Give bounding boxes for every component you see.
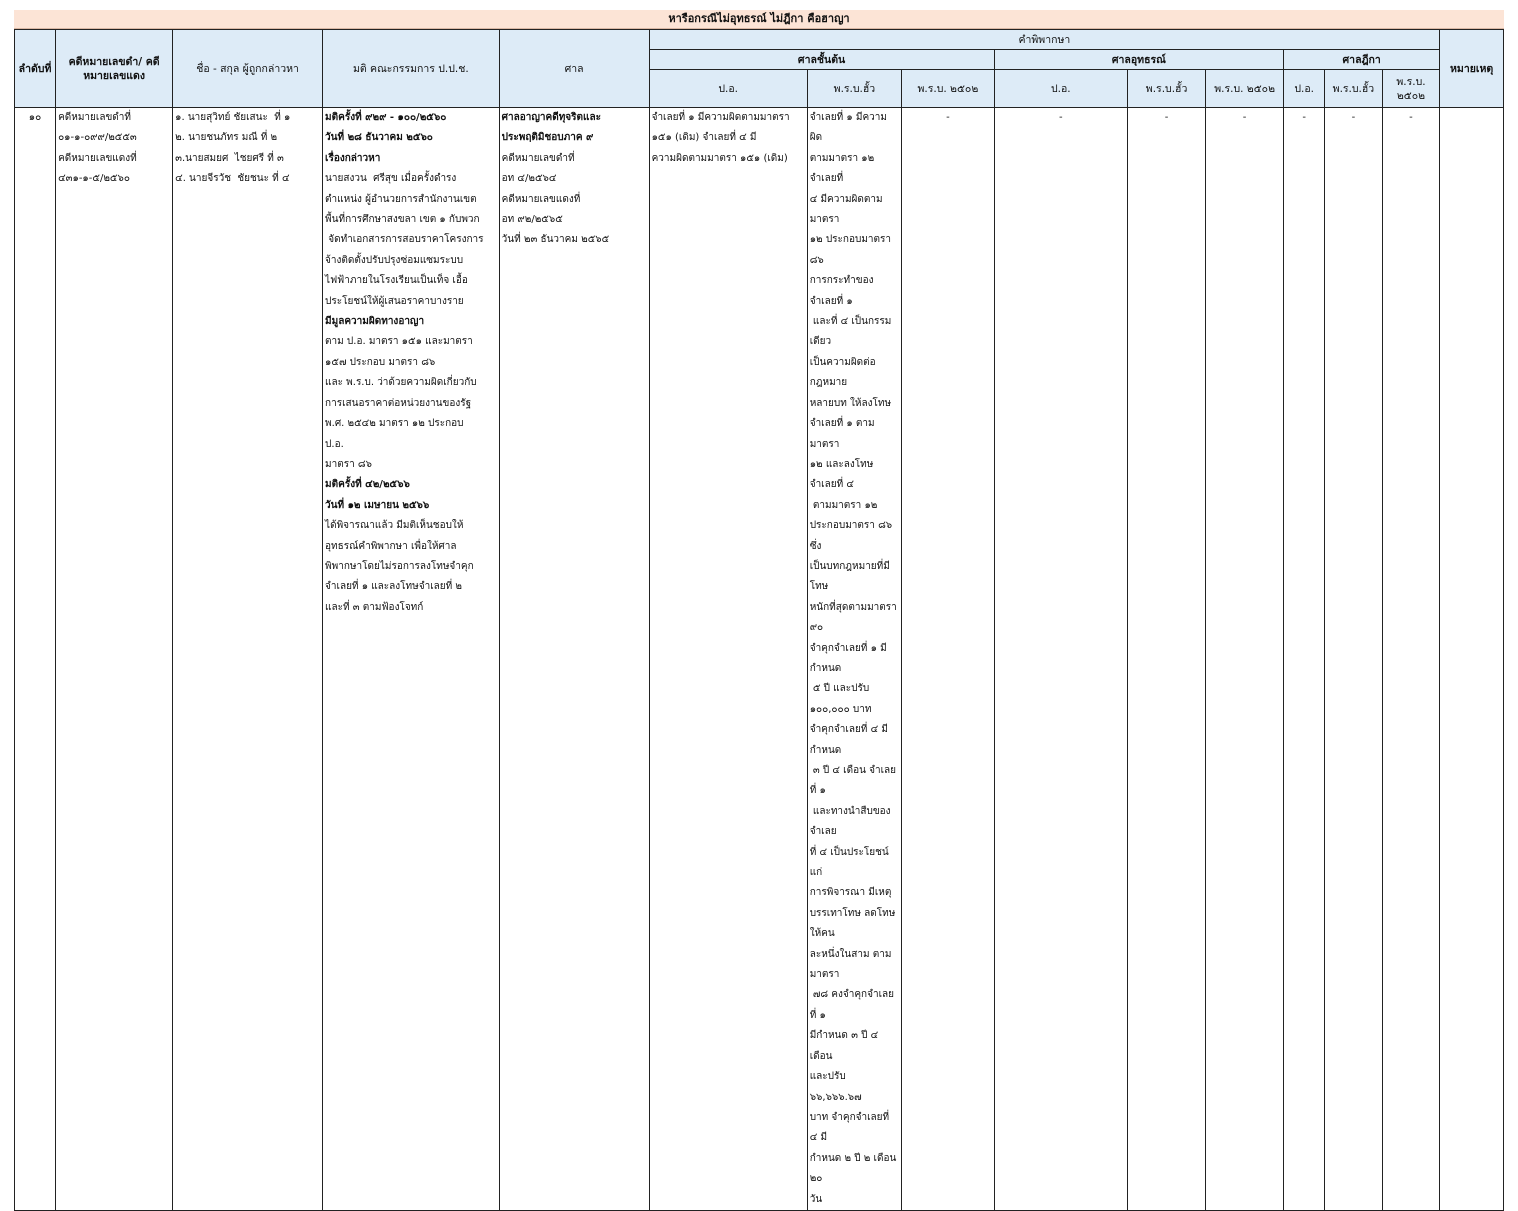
header-resolution: มติ คณะกรรมการ ป.ป.ช. bbox=[323, 30, 500, 108]
prb-hua-line: เป็นความผิดต่อกฎหมาย bbox=[809, 356, 876, 389]
header-supreme-po: ป.อ. bbox=[1284, 70, 1325, 108]
resolution-line: จ้างติดตั้งปรับปรุงซ่อมแซมระบบ bbox=[325, 254, 464, 266]
prb-hua-line: ตามมาตรา ๑๒ จำเลยที่ bbox=[809, 152, 878, 185]
header-appeal-prb-hua: พ.ร.บ.ฮั้ว bbox=[1128, 70, 1206, 108]
prb-hua-line: หนักที่สุดตามมาตรา ๙๐ bbox=[809, 601, 900, 634]
cell-supreme-prb-2502: - bbox=[1382, 108, 1440, 1211]
po-line: ความผิดตามมาตรา ๑๕๑ (เดิม) bbox=[651, 152, 788, 164]
resolution-line: ประโยชน์ให้ผู้เสนอราคาบางราย bbox=[325, 295, 464, 307]
resolution-line: จัดทำเอกสารการสอบราคาโครงการ bbox=[325, 234, 484, 246]
po-line: ๑๕๑ (เดิม) จำเลยที่ ๔ มี bbox=[651, 132, 757, 144]
resolution-line: มติครั้งที่ ๙๒๙ - ๑๐๐/๒๕๖๐ bbox=[325, 112, 447, 123]
header-case-numbers: คดีหมายเลขดำ/ คดีหมายเลขแดง bbox=[56, 30, 173, 108]
court-line: วันที่ ๒๓ ธันวาคม ๒๕๖๕ bbox=[501, 234, 610, 246]
resolution-line: จำเลยที่ ๑ และลงโทษจำเลยที่ ๒ bbox=[325, 581, 462, 593]
po-line: จำเลยที่ ๑ มีความผิดตามมาตรา bbox=[651, 112, 790, 123]
header-appeal-court: ศาลอุทธรณ์ bbox=[994, 50, 1284, 70]
resolution-line: และที่ ๓ ตามฟ้องโจทก์ bbox=[325, 601, 424, 613]
header-appeal-prb-2502: พ.ร.บ. ๒๕๐๒ bbox=[1206, 70, 1284, 108]
prb-hua-line: จำคุกจำเลยที่ ๔ มีกำหนด bbox=[809, 724, 888, 756]
resolution-line: เรื่องกล่าวหา bbox=[325, 152, 381, 164]
cell-remark bbox=[1440, 108, 1504, 1211]
cell-first-po bbox=[649, 108, 807, 1211]
sheet-banner: หารือกรณีไม่อุทธรณ์ ไม่ฎีกา คือฮาญา bbox=[14, 10, 1504, 29]
resolution-line: มาตรา ๘๖ bbox=[325, 458, 372, 470]
prb-hua-line: ๑๐๐,๐๐๐ บาท bbox=[809, 703, 872, 715]
header-first-court: ศาลชั้นต้น bbox=[649, 50, 994, 70]
cell-appeal-prb-2502: - bbox=[1206, 108, 1284, 1211]
cell-supreme-prb-hua: - bbox=[1325, 108, 1383, 1211]
resolution-line: นายสงวน ศรีสุข เมื่อครั้งดำรง bbox=[325, 173, 457, 185]
prb-hua-line: หลายบท ให้ลงโทษ bbox=[809, 397, 892, 409]
resolution-line: พิพากษาโดยไม่รอการลงโทษจำคุก bbox=[325, 560, 474, 572]
prb-hua-line: ที่ ๔ เป็นประโยชน์แก่ bbox=[809, 846, 889, 879]
court-line: ศาลอาญาคดีทุจริตและ bbox=[501, 112, 601, 123]
prb-hua-line: จำคุกจำเลยที่ ๑ มีกำหนด bbox=[809, 642, 887, 674]
resolution-line: ๑๕๗ ประกอบ มาตรา ๘๖ bbox=[325, 356, 436, 368]
prb-hua-line: ๗๘ คงจำคุกจำเลยที่ ๑ bbox=[809, 989, 894, 1021]
resolution-line: ไฟฟ้าภายในโรงเรียนเป็นเท็จ เอื้อ bbox=[325, 275, 468, 287]
resolution-line: ได้พิจารณาแล้ว มีมติเห็นชอบให้ bbox=[325, 520, 464, 532]
cell-names bbox=[173, 108, 323, 1211]
prb-hua-line: การพิจารณา มีเหตุ bbox=[809, 887, 892, 899]
prb-hua-line: ประกอบมาตรา ๘๖ ซึ่ง bbox=[809, 520, 896, 552]
header-name: ชื่อ - สกุล ผู้ถูกกล่าวหา bbox=[173, 30, 323, 108]
cell-case-numbers bbox=[56, 108, 173, 1211]
case-line: คดีหมายเลขแดงที่ bbox=[58, 152, 137, 164]
header-appeal-po: ป.อ. bbox=[994, 70, 1127, 108]
cell-appeal-prb-hua: - bbox=[1128, 108, 1206, 1211]
court-line: อท ๔/๒๕๖๔ bbox=[501, 173, 557, 185]
prb-hua-line: ๔ มีความผิดตามมาตรา bbox=[809, 193, 883, 226]
header-first-prb-hua: พ.ร.บ.ฮั้ว bbox=[807, 70, 901, 108]
cell-first-prb-2502: - bbox=[902, 108, 994, 1211]
prb-hua-line: การกระทำของจำเลยที่ ๑ bbox=[809, 275, 874, 307]
court-line: คดีหมายเลขดำที่ bbox=[501, 152, 575, 164]
prb-hua-line: บาท จำคุกจำเลยที่ ๔ มี bbox=[809, 1111, 893, 1144]
header-supreme-prb-2502: พ.ร.บ. ๒๕๐๒ bbox=[1382, 70, 1440, 108]
resolution-line: พื้นที่การศึกษาสงขลา เขต ๑ กับพวก bbox=[325, 214, 480, 226]
cell-appeal-po: - bbox=[994, 108, 1127, 1211]
resolution-line: มีมูลความผิดทางอาญา bbox=[325, 316, 425, 328]
prb-hua-line: ๓ ปี ๔ เดือน จำเลยที่ ๑ bbox=[809, 765, 896, 797]
header-first-po: ป.อ. bbox=[649, 70, 807, 108]
prb-hua-line: และทางนำสืบของจำเลย bbox=[809, 805, 891, 838]
resolution-line: วันที่ ๒๘ ธันวาคม ๒๕๖๐ bbox=[325, 132, 433, 144]
resolution-line: และ พ.ร.บ. ว่าด้วยความผิดเกี่ยวกับ bbox=[325, 377, 477, 389]
table-row bbox=[15, 108, 1504, 1211]
resolution-line: การเสนอราคาต่อหน่วยงานของรัฐ bbox=[325, 397, 472, 409]
prb-hua-line: กำหนด ๒ ปี ๒ เดือน ๒๐ bbox=[809, 1152, 900, 1185]
header-remark: หมายเหตุ bbox=[1440, 30, 1504, 108]
prb-hua-line: ละหนึ่งในสาม ตามมาตรา bbox=[809, 948, 892, 981]
resolution-line: ป.อ. bbox=[325, 438, 344, 450]
resolution-line: ตาม ป.อ. มาตรา ๑๕๑ และมาตรา bbox=[325, 336, 473, 348]
accused-line: ๔. นายจีรวัช ชัยชนะ ที่ ๔ bbox=[175, 173, 290, 185]
resolution-line: วันที่ ๑๒ เมษายน ๒๕๖๖ bbox=[325, 499, 430, 511]
case-line: ๐๑-๑-๐๙๙/๒๕๕๓ bbox=[58, 132, 137, 144]
header-court: ศาล bbox=[499, 30, 649, 108]
prb-hua-line: ตามมาตรา ๑๒ bbox=[809, 499, 878, 511]
prb-hua-line: และปรับ ๖๖,๖๖๖.๖๗ bbox=[809, 1071, 862, 1103]
court-line: อท ๙๒/๒๕๖๕ bbox=[501, 214, 563, 226]
prb-hua-line: มีกำหนด ๓ ปี ๔ เดือน bbox=[809, 1030, 882, 1062]
header-supreme-prb-hua: พ.ร.บ.ฮั้ว bbox=[1325, 70, 1383, 108]
accused-line: ๑. นายสุวิทย์ ชัยเสนะ ที่ ๑ bbox=[175, 112, 291, 123]
prb-hua-line: วัน bbox=[809, 1193, 823, 1205]
prb-hua-line: เป็นบทกฎหมายที่มีโทษ bbox=[809, 560, 890, 593]
accused-line: ๓.นายสมยศ ไชยศรี ที่ ๓ bbox=[175, 152, 284, 164]
prb-hua-line: จำเลยที่ ๑ ตามมาตรา bbox=[809, 418, 875, 450]
case-line: คดีหมายเลขดำที่ bbox=[58, 112, 131, 123]
prb-hua-line: และที่ ๔ เป็นกรรมเดียว bbox=[809, 316, 892, 348]
cell-resolution bbox=[323, 108, 500, 1211]
case-table bbox=[14, 29, 1504, 1211]
cell-court bbox=[499, 108, 649, 1211]
prb-hua-line: บรรเทาโทษ ลดโทษให้คน bbox=[809, 907, 896, 940]
cell-no: ๑๐ bbox=[15, 108, 56, 1211]
header-supreme-court: ศาลฎีกา bbox=[1284, 50, 1440, 70]
court-line: คดีหมายเลขแดงที่ bbox=[501, 193, 581, 205]
header-first-prb-2502: พ.ร.บ. ๒๕๐๒ bbox=[902, 70, 994, 108]
case-line: ๔๓๑-๑-๕/๒๕๖๐ bbox=[58, 173, 130, 185]
prb-hua-line: ๕ ปี และปรับ bbox=[809, 683, 870, 695]
document-page bbox=[14, 10, 1504, 1211]
resolution-line: มติครั้งที่ ๔๒/๒๕๖๖ bbox=[325, 479, 410, 491]
prb-hua-line: ๑๒ และลงโทษจำเลยที่ ๔ bbox=[809, 458, 874, 491]
prb-hua-line: ๑๒ ประกอบมาตรา ๘๖ bbox=[809, 234, 895, 266]
cell-first-prb-hua bbox=[807, 108, 901, 1211]
resolution-line: อุทธรณ์คำพิพากษา เพื่อให้ศาล bbox=[325, 540, 457, 552]
court-line: ประพฤติมิชอบภาค ๙ bbox=[501, 132, 594, 144]
resolution-line: ตำแหน่ง ผู้อำนวยการสำนักงานเขต bbox=[325, 193, 477, 205]
header-judgment: คำพิพากษา bbox=[649, 30, 1440, 50]
prb-hua-line: จำเลยที่ ๑ มีความผิด bbox=[809, 112, 887, 144]
cell-supreme-po: - bbox=[1284, 108, 1325, 1211]
resolution-line: พ.ศ. ๒๕๔๒ มาตรา ๑๒ ประกอบ bbox=[325, 418, 464, 430]
accused-line: ๒. นายชนภัทร มณี ที่ ๒ bbox=[175, 132, 278, 144]
header-no: ลำดับที่ bbox=[15, 30, 56, 108]
